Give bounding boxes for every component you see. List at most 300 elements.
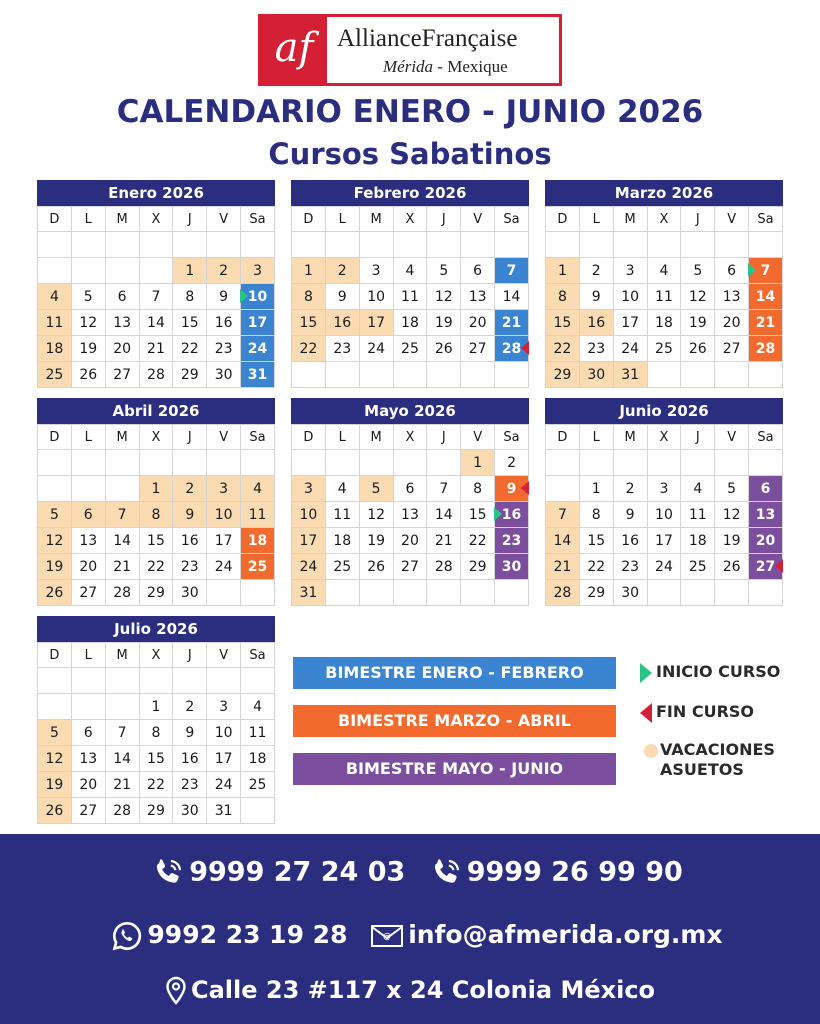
weekday-header: V xyxy=(207,643,241,668)
day-cell: 8 xyxy=(461,476,495,502)
inicio-triangle-icon xyxy=(640,663,652,683)
weekday-header: V xyxy=(715,425,749,450)
day-cell: 9 xyxy=(207,284,241,310)
day-cell: 24 xyxy=(207,554,241,580)
week-row xyxy=(546,336,783,362)
day-cell: 7 xyxy=(749,258,783,284)
weekday-header: M xyxy=(105,425,139,450)
empty-cell xyxy=(139,668,173,694)
weekday-header: V xyxy=(207,207,241,232)
month-title: Mayo 2026 xyxy=(291,398,529,424)
month-title: Abril 2026 xyxy=(37,398,275,424)
day-cell: 6 xyxy=(393,476,427,502)
month-table xyxy=(37,424,275,606)
weekday-header: Sa xyxy=(241,207,275,232)
day-cell: 23 xyxy=(325,336,359,362)
week-row xyxy=(292,232,529,258)
day-cell: 12 xyxy=(681,284,715,310)
empty-cell xyxy=(579,450,613,476)
day-cell: 31 xyxy=(613,362,647,388)
day-cell: 26 xyxy=(38,580,72,606)
month-table xyxy=(291,206,529,388)
legend-inicio-curso xyxy=(640,662,780,683)
weekday-header: M xyxy=(359,425,393,450)
day-cell: 31 xyxy=(292,580,326,606)
day-cell: 13 xyxy=(71,528,105,554)
day-cell: 14 xyxy=(105,746,139,772)
empty-cell xyxy=(325,450,359,476)
empty-cell xyxy=(495,232,529,258)
day-cell: 2 xyxy=(495,450,529,476)
day-cell: 18 xyxy=(393,310,427,336)
day-cell: 15 xyxy=(173,310,207,336)
day-cell: 15 xyxy=(139,528,173,554)
day-cell: 5 xyxy=(715,476,749,502)
week-row xyxy=(546,502,783,528)
day-cell: 10 xyxy=(207,502,241,528)
day-cell: 1 xyxy=(139,694,173,720)
day-cell: 31 xyxy=(207,798,241,824)
day-cell: 14 xyxy=(139,310,173,336)
day-cell: 23 xyxy=(173,772,207,798)
empty-cell xyxy=(292,362,326,388)
day-cell: 12 xyxy=(427,284,461,310)
day-cell: 25 xyxy=(393,336,427,362)
day-cell: 15 xyxy=(292,310,326,336)
logo-country: - Mexique xyxy=(437,57,508,76)
empty-cell xyxy=(325,362,359,388)
day-cell: 23 xyxy=(495,528,529,554)
day-cell: 11 xyxy=(241,720,275,746)
day-cell: 22 xyxy=(461,528,495,554)
weekday-header: M xyxy=(105,207,139,232)
day-cell: 19 xyxy=(681,310,715,336)
day-cell: 27 xyxy=(71,798,105,824)
empty-cell xyxy=(71,694,105,720)
day-cell: 13 xyxy=(105,310,139,336)
phone-1[interactable]: 9999 27 24 03 xyxy=(189,856,406,888)
empty-cell xyxy=(749,362,783,388)
day-cell: 12 xyxy=(715,502,749,528)
weekday-header: J xyxy=(173,207,207,232)
empty-cell xyxy=(71,476,105,502)
day-cell: 21 xyxy=(749,310,783,336)
legend-inicio-label: INICIO CURSO xyxy=(656,662,781,681)
day-cell: 28 xyxy=(105,580,139,606)
weekday-header: X xyxy=(139,425,173,450)
day-cell: 10 xyxy=(613,284,647,310)
svg-text:@: @ xyxy=(383,932,392,941)
empty-cell xyxy=(613,450,647,476)
empty-cell xyxy=(393,450,427,476)
legend-bimestre-mayo-junio: BIMESTRE MAYO - JUNIO xyxy=(293,753,616,785)
day-cell: 1 xyxy=(173,258,207,284)
week-row xyxy=(38,232,275,258)
phone-icon xyxy=(151,856,185,890)
week-row xyxy=(38,450,275,476)
day-cell: 2 xyxy=(173,476,207,502)
location-pin-icon xyxy=(165,976,187,1006)
empty-cell xyxy=(546,232,580,258)
empty-cell xyxy=(495,362,529,388)
phone-2[interactable]: 9999 26 99 90 xyxy=(466,856,683,888)
empty-cell xyxy=(105,476,139,502)
day-cell: 11 xyxy=(38,310,72,336)
day-cell: 20 xyxy=(71,772,105,798)
day-cell: 11 xyxy=(241,502,275,528)
day-cell: 6 xyxy=(715,258,749,284)
day-cell: 3 xyxy=(241,258,275,284)
day-cell: 7 xyxy=(427,476,461,502)
week-row xyxy=(38,362,275,388)
empty-cell xyxy=(105,694,139,720)
week-row xyxy=(38,772,275,798)
weekday-header: V xyxy=(207,425,241,450)
week-row xyxy=(292,258,529,284)
week-row xyxy=(546,284,783,310)
day-cell: 3 xyxy=(207,694,241,720)
day-cell: 7 xyxy=(105,720,139,746)
empty-cell xyxy=(715,450,749,476)
weekday-header: L xyxy=(71,643,105,668)
whatsapp-number[interactable]: 9992 23 19 28 xyxy=(147,920,348,949)
address-line xyxy=(0,976,820,1006)
empty-cell xyxy=(715,362,749,388)
empty-cell xyxy=(71,450,105,476)
day-cell: 25 xyxy=(241,554,275,580)
day-cell: 16 xyxy=(207,310,241,336)
weekday-header: M xyxy=(105,643,139,668)
day-cell: 4 xyxy=(647,258,681,284)
day-cell: 2 xyxy=(325,258,359,284)
day-cell: 7 xyxy=(139,284,173,310)
day-cell: 17 xyxy=(613,310,647,336)
week-row xyxy=(38,528,275,554)
day-cell: 28 xyxy=(546,580,580,606)
empty-cell xyxy=(393,580,427,606)
weekday-header: J xyxy=(173,643,207,668)
day-cell: 22 xyxy=(139,772,173,798)
day-cell: 14 xyxy=(427,502,461,528)
day-cell: 4 xyxy=(241,694,275,720)
day-cell: 23 xyxy=(613,554,647,580)
month-table xyxy=(545,206,783,388)
month-calendar xyxy=(291,398,529,606)
day-cell: 19 xyxy=(427,310,461,336)
empty-cell xyxy=(38,232,72,258)
day-cell: 18 xyxy=(241,528,275,554)
empty-cell xyxy=(461,580,495,606)
day-cell: 26 xyxy=(38,798,72,824)
af-logo-mark: af xyxy=(261,17,327,83)
day-cell: 13 xyxy=(749,502,783,528)
empty-cell xyxy=(71,232,105,258)
weekday-header: Sa xyxy=(749,425,783,450)
week-row xyxy=(38,310,275,336)
week-row xyxy=(292,336,529,362)
weekday-header: Sa xyxy=(241,425,275,450)
empty-cell xyxy=(207,668,241,694)
week-row xyxy=(292,528,529,554)
week-row xyxy=(292,502,529,528)
empty-cell xyxy=(173,232,207,258)
day-cell: 22 xyxy=(139,554,173,580)
week-row xyxy=(546,310,783,336)
week-row xyxy=(38,336,275,362)
weekday-header: V xyxy=(461,425,495,450)
empty-cell xyxy=(207,450,241,476)
day-cell: 14 xyxy=(749,284,783,310)
empty-cell xyxy=(71,258,105,284)
empty-cell xyxy=(647,450,681,476)
day-cell: 8 xyxy=(139,720,173,746)
day-cell: 16 xyxy=(173,528,207,554)
contact-footer xyxy=(0,834,820,1024)
empty-cell xyxy=(325,580,359,606)
weekday-header: Sa xyxy=(495,207,529,232)
empty-cell xyxy=(139,232,173,258)
empty-cell xyxy=(359,362,393,388)
day-cell: 18 xyxy=(325,528,359,554)
month-calendar xyxy=(291,180,529,388)
day-cell: 11 xyxy=(325,502,359,528)
day-cell: 7 xyxy=(105,502,139,528)
empty-cell xyxy=(105,258,139,284)
month-title: Marzo 2026 xyxy=(545,180,783,206)
week-row xyxy=(546,528,783,554)
week-row xyxy=(38,554,275,580)
day-cell: 8 xyxy=(173,284,207,310)
month-title: Julio 2026 xyxy=(37,616,275,642)
empty-cell xyxy=(325,232,359,258)
day-cell: 9 xyxy=(173,502,207,528)
weekday-header: X xyxy=(139,207,173,232)
empty-cell xyxy=(393,232,427,258)
day-cell: 17 xyxy=(647,528,681,554)
weekday-header: D xyxy=(546,425,580,450)
weekday-header: L xyxy=(579,207,613,232)
day-cell: 29 xyxy=(579,580,613,606)
day-cell: 16 xyxy=(579,310,613,336)
phone-icon xyxy=(429,856,463,890)
day-cell: 10 xyxy=(292,502,326,528)
day-cell: 8 xyxy=(292,284,326,310)
day-cell: 1 xyxy=(139,476,173,502)
month-title: Febrero 2026 xyxy=(291,180,529,206)
week-row xyxy=(292,450,529,476)
day-cell: 22 xyxy=(173,336,207,362)
day-cell: 4 xyxy=(393,258,427,284)
empty-cell xyxy=(241,232,275,258)
empty-cell xyxy=(359,232,393,258)
day-cell: 5 xyxy=(38,502,72,528)
day-cell: 13 xyxy=(715,284,749,310)
page-title: CALENDARIO ENERO - JUNIO 2026 xyxy=(116,94,704,130)
day-cell: 18 xyxy=(38,336,72,362)
week-row xyxy=(546,362,783,388)
week-row xyxy=(292,554,529,580)
weekday-header: X xyxy=(647,207,681,232)
day-cell: 29 xyxy=(546,362,580,388)
day-cell: 28 xyxy=(427,554,461,580)
day-cell: 15 xyxy=(139,746,173,772)
phone-line xyxy=(0,856,820,890)
weekday-header: V xyxy=(715,207,749,232)
day-cell: 4 xyxy=(681,476,715,502)
day-cell: 18 xyxy=(647,310,681,336)
month-table xyxy=(37,642,275,824)
day-cell: 21 xyxy=(139,336,173,362)
empty-cell xyxy=(546,450,580,476)
day-cell: 28 xyxy=(105,798,139,824)
empty-cell xyxy=(105,450,139,476)
email-address[interactable]: info@afmerida.org.mx xyxy=(408,920,723,949)
day-cell: 20 xyxy=(461,310,495,336)
empty-cell xyxy=(359,580,393,606)
day-cell: 6 xyxy=(749,476,783,502)
day-cell: 15 xyxy=(546,310,580,336)
day-cell: 30 xyxy=(173,798,207,824)
day-cell: 31 xyxy=(241,362,275,388)
empty-cell xyxy=(105,668,139,694)
day-cell: 24 xyxy=(207,772,241,798)
vacaciones-dot-icon xyxy=(644,744,658,758)
weekday-header: L xyxy=(71,425,105,450)
week-row xyxy=(38,668,275,694)
day-cell: 23 xyxy=(207,336,241,362)
month-calendar xyxy=(545,180,783,388)
week-row xyxy=(292,476,529,502)
empty-cell xyxy=(292,450,326,476)
day-cell: 11 xyxy=(681,502,715,528)
empty-cell xyxy=(207,580,241,606)
legend-bimestre-enero-febrero: BIMESTRE ENERO - FEBRERO xyxy=(293,657,616,689)
empty-cell xyxy=(579,232,613,258)
week-row xyxy=(292,284,529,310)
day-cell: 10 xyxy=(647,502,681,528)
day-cell: 22 xyxy=(579,554,613,580)
day-cell: 29 xyxy=(139,798,173,824)
empty-cell xyxy=(715,580,749,606)
day-cell: 19 xyxy=(359,528,393,554)
day-cell: 28 xyxy=(495,336,529,362)
day-cell: 9 xyxy=(325,284,359,310)
empty-cell xyxy=(139,450,173,476)
day-cell: 15 xyxy=(461,502,495,528)
mail-icon xyxy=(370,923,404,949)
day-cell: 20 xyxy=(71,554,105,580)
week-row xyxy=(292,310,529,336)
month-table xyxy=(291,424,529,606)
day-cell: 21 xyxy=(105,772,139,798)
empty-cell xyxy=(427,362,461,388)
day-cell: 27 xyxy=(461,336,495,362)
day-cell: 11 xyxy=(647,284,681,310)
day-cell: 25 xyxy=(38,362,72,388)
weekday-header: X xyxy=(393,207,427,232)
empty-cell xyxy=(38,450,72,476)
week-row xyxy=(546,580,783,606)
legend-vacaciones xyxy=(642,740,775,780)
empty-cell xyxy=(38,476,72,502)
day-cell: 26 xyxy=(359,554,393,580)
fin-triangle-icon xyxy=(640,703,652,723)
day-cell: 1 xyxy=(579,476,613,502)
day-cell: 15 xyxy=(579,528,613,554)
day-cell: 16 xyxy=(495,502,529,528)
weekday-header: X xyxy=(139,643,173,668)
week-row xyxy=(38,476,275,502)
weekday-header: L xyxy=(325,425,359,450)
empty-cell xyxy=(681,580,715,606)
day-cell: 17 xyxy=(207,528,241,554)
day-cell: 12 xyxy=(38,528,72,554)
day-cell: 19 xyxy=(715,528,749,554)
day-cell: 9 xyxy=(173,720,207,746)
day-cell: 1 xyxy=(461,450,495,476)
day-cell: 13 xyxy=(71,746,105,772)
weekday-header: D xyxy=(546,207,580,232)
weekday-header: J xyxy=(681,207,715,232)
day-cell: 25 xyxy=(325,554,359,580)
weekday-header: J xyxy=(681,425,715,450)
weekday-header: Sa xyxy=(495,425,529,450)
week-row xyxy=(38,746,275,772)
whatsapp-email-line xyxy=(0,920,820,952)
week-row xyxy=(546,232,783,258)
weekday-header: D xyxy=(38,643,72,668)
day-cell: 13 xyxy=(461,284,495,310)
day-cell: 22 xyxy=(546,336,580,362)
address: Calle 23 #117 x 24 Colonia México xyxy=(190,976,656,1004)
empty-cell xyxy=(173,668,207,694)
weekday-header: D xyxy=(292,425,326,450)
week-row xyxy=(546,476,783,502)
weekday-header: J xyxy=(173,425,207,450)
weekday-header: J xyxy=(427,207,461,232)
day-cell: 21 xyxy=(495,310,529,336)
day-cell: 8 xyxy=(579,502,613,528)
day-cell: 12 xyxy=(71,310,105,336)
day-cell: 28 xyxy=(139,362,173,388)
weekday-header: M xyxy=(613,207,647,232)
day-cell: 3 xyxy=(292,476,326,502)
week-row xyxy=(546,450,783,476)
day-cell: 22 xyxy=(292,336,326,362)
alliance-francaise-logo xyxy=(258,14,562,86)
day-cell: 10 xyxy=(359,284,393,310)
empty-cell xyxy=(427,450,461,476)
empty-cell xyxy=(393,362,427,388)
weekday-header: V xyxy=(461,207,495,232)
empty-cell xyxy=(105,232,139,258)
day-cell: 29 xyxy=(139,580,173,606)
day-cell: 16 xyxy=(325,310,359,336)
weekday-header: X xyxy=(647,425,681,450)
day-cell: 18 xyxy=(681,528,715,554)
day-cell: 27 xyxy=(393,554,427,580)
empty-cell xyxy=(461,232,495,258)
day-cell: 1 xyxy=(292,258,326,284)
empty-cell xyxy=(613,232,647,258)
week-row xyxy=(38,720,275,746)
day-cell: 6 xyxy=(71,720,105,746)
day-cell: 10 xyxy=(207,720,241,746)
empty-cell xyxy=(207,232,241,258)
day-cell: 30 xyxy=(579,362,613,388)
empty-cell xyxy=(71,668,105,694)
day-cell: 21 xyxy=(427,528,461,554)
